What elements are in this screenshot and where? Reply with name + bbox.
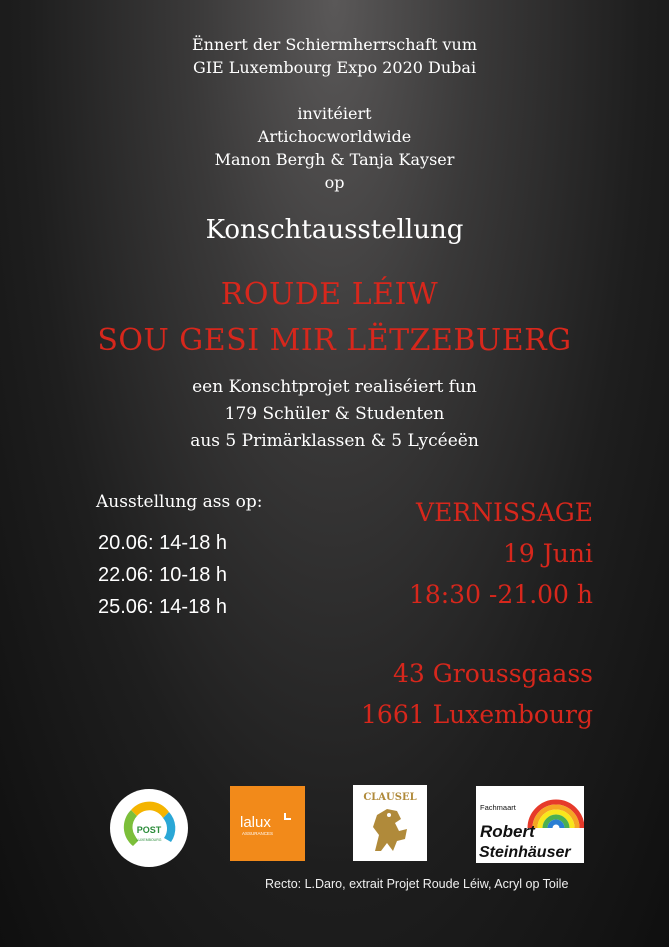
date-item: 20.06: 14-18 h [98,532,227,554]
post-logo [109,788,189,868]
svg-text:Fachmaart: Fachmaart [480,803,516,812]
date-item: 22.06: 10-18 h [98,564,227,586]
headline-line-2: SOU GESI MIR LËTZEBUERG [97,323,572,358]
patron-block [0,33,669,79]
credit-text: Recto: L.Daro, extrait Projet Roude Léiw, Acryl op Toile [265,877,569,891]
vernissage-date: 19 Juni [503,539,593,568]
invite-block [0,102,669,194]
project-line-3: aus 5 Primärklassen & 5 Lycéeën [190,431,479,451]
invite-line-4: op [324,173,345,192]
svg-text:CLAUSEL: CLAUSEL [363,792,417,803]
lalux-logo [230,786,305,861]
invite-line-1: invitéiert [297,104,372,123]
invite-line-3: Manon Bergh & Tanja Kayser [214,150,455,169]
project-block [0,374,669,455]
project-line-1: een Konschtprojet realiséiert fun [192,377,477,397]
date-item: 25.06: 14-18 h [98,596,227,618]
patron-line-2: GIE Luxembourg Expo 2020 Dubai [192,58,477,77]
page-title: Konschtausstellung [205,215,464,245]
vernissage-block [361,492,593,735]
svg-text:LUXEMBOURG: LUXEMBOURG [136,838,162,842]
dates-list [98,527,227,623]
dates-heading: Ausstellung ass op: [96,492,263,512]
invite-line-2: Artichocworldwide [257,127,412,146]
project-line-2: 179 Schüler & Studenten [224,404,445,424]
vernissage-time: 18:30 -21.00 h [408,580,593,609]
svg-text:POST: POST [136,825,162,835]
address-city: 1661 Luxembourg [361,700,593,729]
svg-text:lalux: lalux [240,814,271,831]
headline [0,272,669,364]
vernissage-label: VERNISSAGE [416,498,593,527]
svg-text:ASSURANCES: ASSURANCES [242,831,274,836]
svg-text:Steinhäuser: Steinhäuser [479,844,571,861]
svg-text:Robert: Robert [480,822,535,841]
robert-steinhauser-logo [476,786,584,863]
headline-line-1: ROUDE LÉIW [220,277,439,312]
patron-line-1: Ënnert der Schiermherrschaft vum [191,35,478,54]
clausel-logo [353,785,427,861]
address-street: 43 Groussgaass [393,659,593,688]
